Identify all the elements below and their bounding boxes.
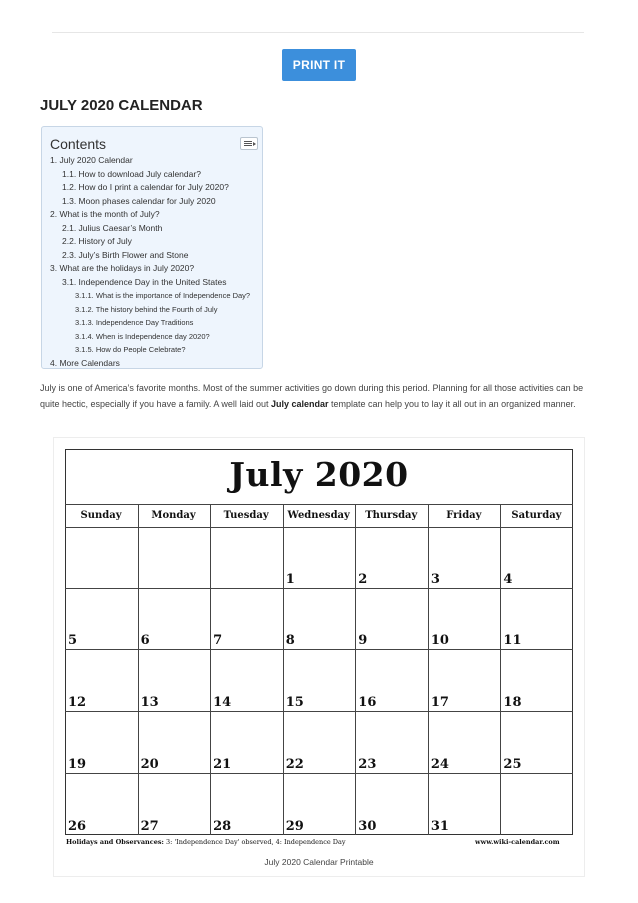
toc-item[interactable]: 4. More Calendars xyxy=(50,357,120,368)
calendar-day-number: 26 xyxy=(68,819,87,834)
weekday-header: Thursday xyxy=(365,510,418,521)
calendar-day-number: 25 xyxy=(503,757,522,772)
calendar-day-number: 24 xyxy=(430,757,449,772)
calendar-column-line xyxy=(138,504,139,835)
print-button[interactable]: PRINT IT xyxy=(282,49,356,81)
calendar-day-number: 23 xyxy=(358,757,377,772)
calendar-day-number: 16 xyxy=(358,695,377,710)
calendar-day-number: 27 xyxy=(140,819,159,834)
toc-item[interactable]: 3. What are the holidays in July 2020? xyxy=(50,263,195,273)
calendar-day-number: 9 xyxy=(358,633,368,648)
calendar-footer-site: www.wiki-calendar.com xyxy=(475,838,560,846)
toc-item[interactable]: 1.2. How do I print a calendar for July 2020? xyxy=(62,182,229,192)
toc-item[interactable]: 3.1.3. Independence Day Traditions xyxy=(75,318,194,327)
weekday-header: Saturday xyxy=(511,510,562,521)
image-caption: July 2020 Calendar Printable xyxy=(264,857,374,867)
calendar-day-number: 29 xyxy=(285,819,304,834)
calendar-day-number: 12 xyxy=(68,695,87,710)
weekday-header: Tuesday xyxy=(223,510,269,521)
intro-paragraph xyxy=(40,380,600,412)
calendar-column-line xyxy=(428,504,429,835)
calendar-day-number: 30 xyxy=(358,819,377,834)
toc-item[interactable]: 3.1. Independence Day in the United States xyxy=(62,276,227,287)
toc-item[interactable]: 3.1.4. When is Independence day 2020? xyxy=(75,331,210,341)
calendar-day-number: 7 xyxy=(213,633,223,648)
calendar-day-number: 13 xyxy=(140,695,159,710)
calendar-row-line xyxy=(65,649,573,650)
calendar-day-number: 14 xyxy=(213,695,232,710)
footer-text: 3: 'Independence Day' observed, 4: Independence Day xyxy=(163,838,346,846)
calendar-row-line xyxy=(65,711,573,712)
calendar-day-number: 31 xyxy=(430,819,449,834)
weekday-header: Sunday xyxy=(80,510,122,521)
toc-item[interactable]: 3.1.5. How do People Celebrate? xyxy=(75,345,186,354)
calendar-row-line xyxy=(65,527,573,528)
intro-text-after: template can help you to lay it all out in an organized manner. xyxy=(328,399,576,409)
toc-item[interactable]: 1.1. How to download July calendar? xyxy=(62,168,201,179)
calendar-footer-holidays xyxy=(66,838,346,846)
toc-title: Contents xyxy=(50,136,107,152)
page-title: JULY 2020 CALENDAR xyxy=(40,97,203,114)
table-of-contents xyxy=(41,126,263,369)
weekday-header: Wednesday xyxy=(287,510,350,521)
calendar-day-number: 18 xyxy=(503,695,522,710)
toc-item[interactable]: 2. What is the month of July? xyxy=(50,209,160,219)
calendar-day-number: 28 xyxy=(213,819,232,834)
top-divider xyxy=(52,32,584,33)
calendar-title: July 2020 xyxy=(229,455,409,494)
calendar-day-number: 5 xyxy=(68,633,78,648)
calendar-row-line xyxy=(65,773,573,774)
toc-item[interactable]: 2.2. History of July xyxy=(62,236,132,246)
calendar-column-line xyxy=(500,504,501,835)
calendar-day-number: 10 xyxy=(430,633,449,648)
toc-toggle-icon[interactable] xyxy=(240,137,258,150)
toc-item[interactable]: 2.1. Julius Caesar’s Month xyxy=(62,222,163,233)
toc-item[interactable]: 1. July 2020 Calendar xyxy=(50,155,133,165)
calendar-day-number: 2 xyxy=(358,572,368,587)
footer-label: Holidays and Observances: xyxy=(66,838,164,846)
calendar-day-number: 22 xyxy=(285,757,304,772)
calendar-day-number: 17 xyxy=(430,695,449,710)
weekday-header: Friday xyxy=(446,510,482,521)
calendar-day-number: 20 xyxy=(140,757,159,772)
calendar-day-number: 21 xyxy=(213,757,232,772)
calendar-day-number: 4 xyxy=(503,572,513,587)
calendar-day-number: 19 xyxy=(68,757,87,772)
calendar-row-line xyxy=(65,504,573,505)
calendar-day-number: 1 xyxy=(285,572,295,587)
calendar-day-number: 6 xyxy=(140,633,150,648)
weekday-header: Monday xyxy=(151,510,196,521)
calendar-row-line xyxy=(65,588,573,589)
calendar-column-line xyxy=(283,504,284,835)
intro-text-before: July is one of America’s favorite months. Most of the summer activities go down during this period. Planning for all those activities can be quite hectic, especially if you have a family. A well laid out xyxy=(40,383,584,409)
calendar-day-number: 11 xyxy=(503,633,522,648)
toc-item[interactable]: 1.3. Moon phases calendar for July 2020 xyxy=(62,195,216,206)
toc-item[interactable]: 3.1.1. What is the importance of Independence Day? xyxy=(75,291,251,300)
calendar-day-number: 15 xyxy=(285,695,304,710)
calendar-day-number: 3 xyxy=(430,572,440,587)
toc-item[interactable]: 2.3. July’s Birth Flower and Stone xyxy=(62,249,189,260)
toc-list xyxy=(50,154,250,370)
intro-bold-text: July calendar xyxy=(270,399,329,409)
calendar-column-line xyxy=(210,504,211,835)
calendar-column-line xyxy=(355,504,356,835)
toc-item[interactable]: 3.1.2. The history behind the Fourth of July xyxy=(75,304,218,314)
calendar-day-number: 8 xyxy=(285,633,295,648)
